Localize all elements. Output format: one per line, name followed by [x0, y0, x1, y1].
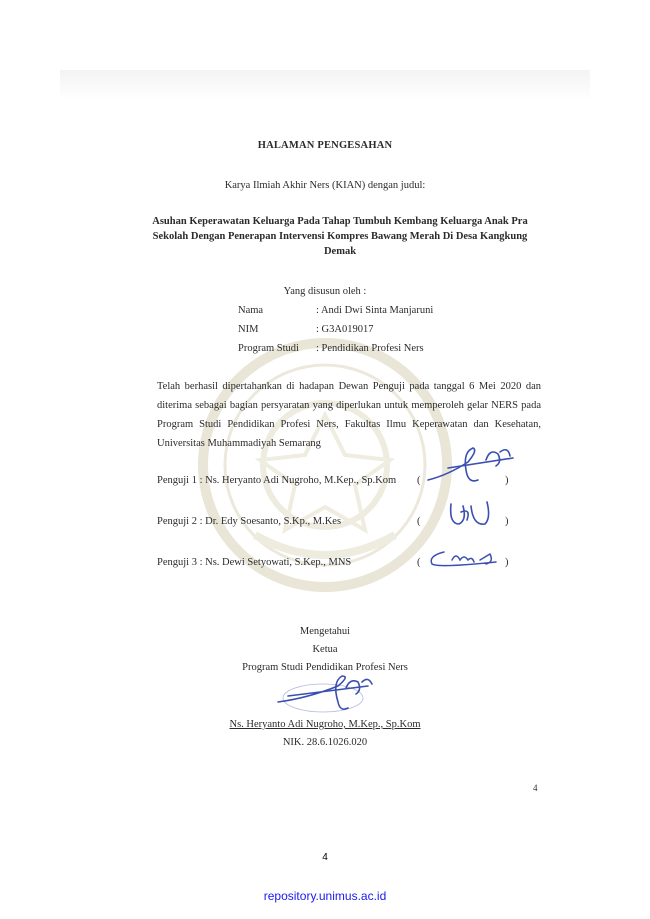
examiner-1-paren-close: ): [505, 475, 509, 486]
program-label: Program Studi: [238, 343, 299, 354]
repository-footer-link[interactable]: repository.unimus.ac.id: [263, 889, 387, 903]
scan-shading: [60, 70, 590, 100]
page-number: 4: [322, 852, 328, 863]
examiner-3-label: Penguji 3 : Ns. Dewi Setyowati, S.Kep., MNS: [157, 557, 352, 568]
examiner-1-signature: [418, 440, 518, 490]
page-heading: HALAMAN PENGESAHAN: [257, 140, 393, 151]
ack-program: Program Studi Pendidikan Profesi Ners: [242, 662, 408, 673]
examiner-3-signature: [424, 546, 504, 572]
examiner-3-paren-close: ): [505, 557, 509, 568]
scanned-page-number: 4: [533, 783, 538, 793]
examiner-3-paren-open: (: [417, 557, 421, 568]
thesis-title: Asuhan Keperawatan Keluarga Pada Tahap Tumbuh Kembang Keluarga Anak Pra Sekolah Dengan Penerapan Intervensi Kompres Bawang Merah Di Desa Kangkung Demak: [152, 216, 528, 257]
examiner-2-label: Penguji 2 : Dr. Edy Soesanto, S.Kp., M.Kes: [157, 516, 342, 527]
head-name: Ns. Heryanto Adi Nugroho, M.Kep., Sp.Kom: [229, 719, 421, 730]
head-signature: [268, 668, 378, 720]
author-name-row: [238, 305, 433, 316]
university-seal-watermark: [195, 335, 455, 595]
nim-label: NIM: [238, 324, 259, 335]
authored-by-label: Yang disusun oleh :: [283, 286, 367, 297]
examiner-1-label: Penguji 1 : Ns. Heryanto Adi Nugroho, M.Kep., Sp.Kom: [157, 475, 397, 486]
approval-statement: Telah berhasil dipertahankan di hadapan Dewan Penguji pada tanggal 6 Mei 2020 dan diterima sebagai bagian persyaratan yang diperlukan untuk memperoleh gelar NERS pada Program Studi Pendidikan Profesi Ners, Fakultas Ilmu Keperawatan dan Kesehatan, Universitas Muhammadiyah Semarang: [157, 381, 541, 449]
ack-position: Ketua: [312, 644, 338, 655]
name-value: : Andi Dwi Sinta Manjaruni: [316, 305, 434, 316]
examiner-2-signature: [445, 498, 495, 532]
examiner-2-paren-close: ): [505, 516, 509, 527]
examiner-1-paren-open: (: [417, 475, 421, 486]
program-value: : Pendidikan Profesi Ners: [316, 343, 424, 354]
intro-text: Karya Ilmiah Akhir Ners (KIAN) dengan judul:: [224, 180, 426, 191]
head-nik: NIK. 28.6.1026.020: [282, 737, 368, 748]
nim-value: : G3A019017: [316, 324, 374, 335]
examiner-2-paren-open: (: [417, 516, 421, 527]
author-program-row: [238, 343, 424, 354]
author-nim-row: [238, 324, 373, 335]
ack-known-by: Mengetahui: [299, 626, 351, 637]
name-label: Nama: [238, 305, 264, 316]
